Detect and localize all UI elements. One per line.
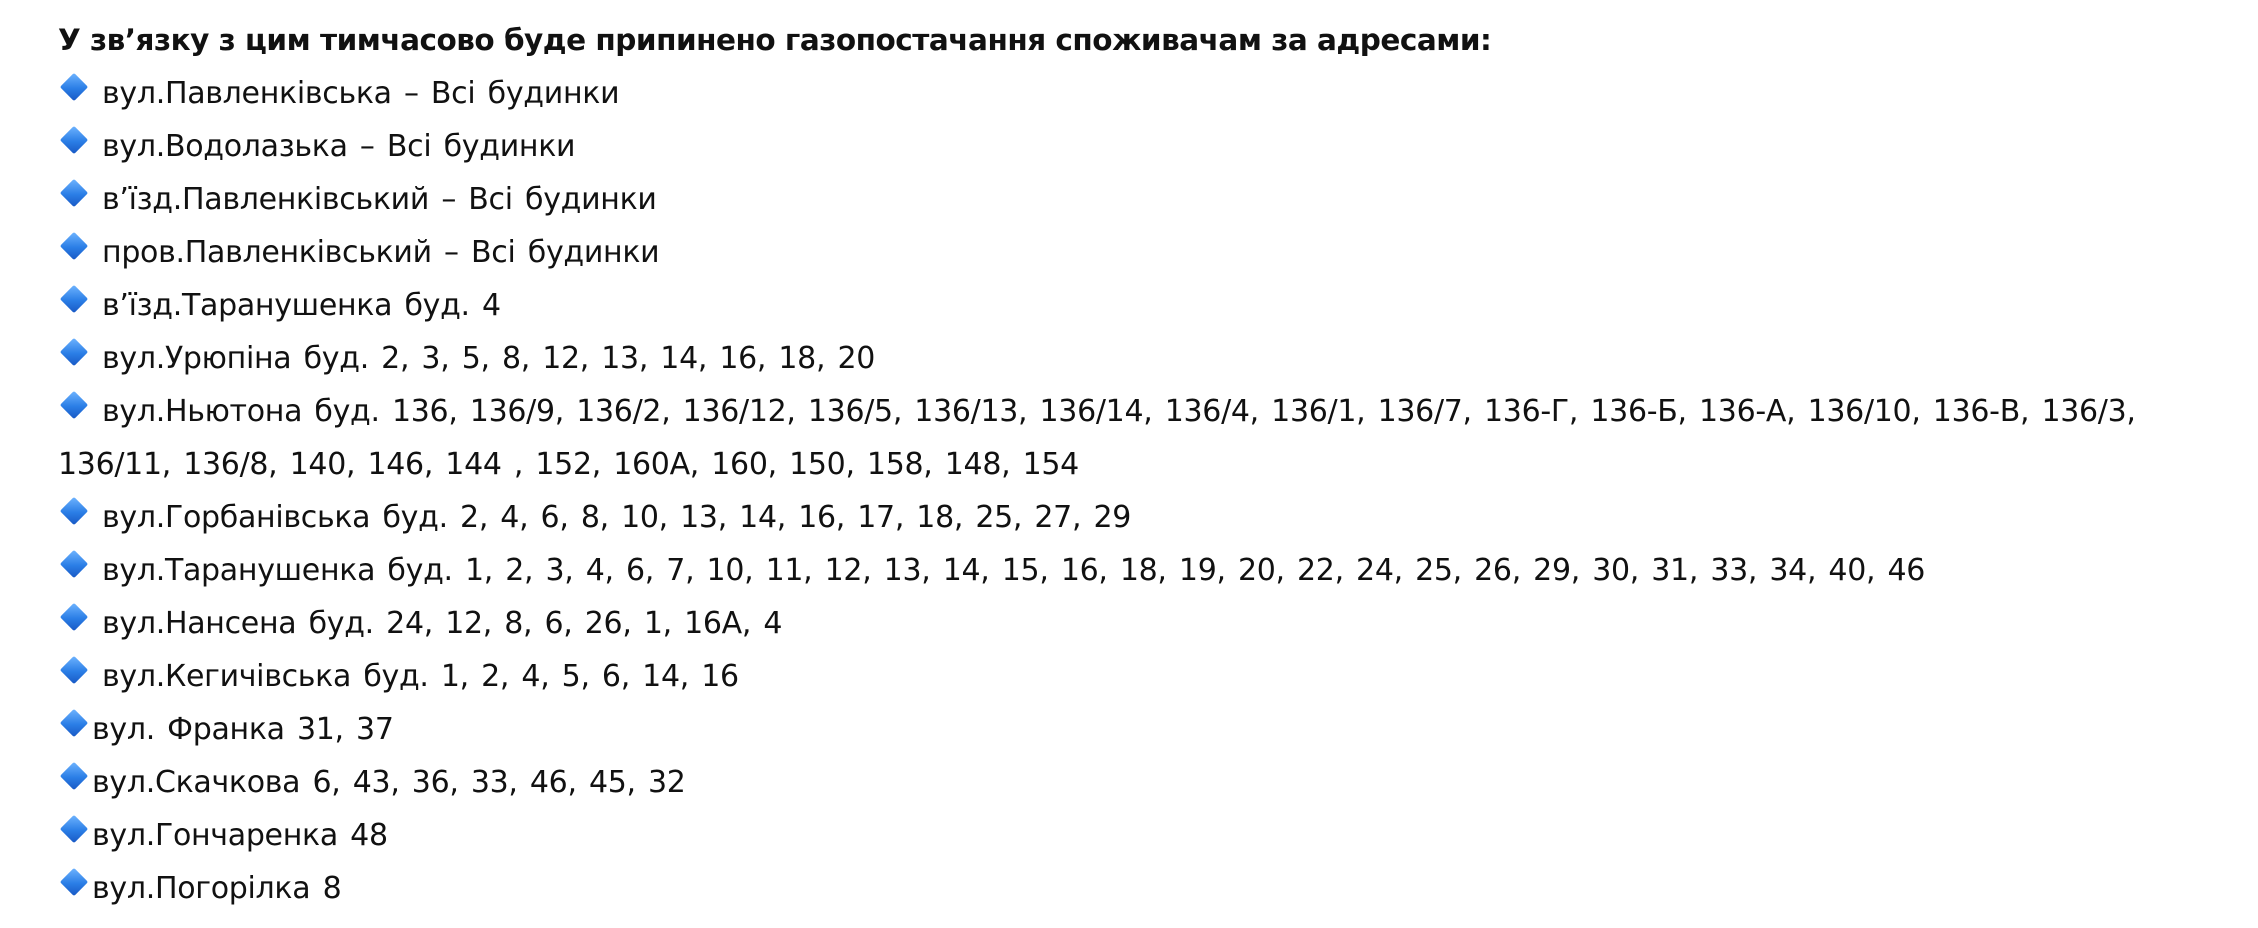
address-item bbox=[58, 332, 2238, 385]
address-text: вул.Погорілка 8 bbox=[92, 871, 342, 906]
blue-diamond-icon bbox=[60, 232, 88, 260]
notice-heading: У зв’язку з цим тимчасово буде припинено газопостачання споживачам за адресами: bbox=[58, 23, 1492, 57]
blue-diamond-icon bbox=[60, 338, 88, 366]
address-text: вул.Нансена буд. 24, 12, 8, 6, 26, 1, 16А, 4 bbox=[102, 606, 783, 641]
blue-diamond-icon bbox=[60, 285, 88, 313]
blue-diamond-icon bbox=[60, 656, 88, 684]
blue-diamond-icon bbox=[60, 497, 88, 525]
address-list bbox=[58, 67, 2238, 915]
address-text: вул.Таранушенка буд. 1, 2, 3, 4, 6, 7, 10, 11, 12, 13, 14, 15, 16, 18, 19, 20, 22, 24, 25, 26, 29, 30, 31, 33, 34, 40, 46 bbox=[102, 553, 1926, 588]
address-item bbox=[58, 650, 2238, 703]
address-text: пров.Павленківський – Всі будинки bbox=[102, 235, 660, 270]
address-item bbox=[58, 862, 2238, 915]
address-item bbox=[58, 173, 2238, 226]
blue-diamond-icon bbox=[60, 762, 88, 790]
address-item bbox=[58, 226, 2238, 279]
address-text: вул.Водолазька – Всі будинки bbox=[102, 129, 576, 164]
address-item bbox=[58, 385, 2238, 491]
address-item bbox=[58, 279, 2238, 332]
blue-diamond-icon bbox=[60, 709, 88, 737]
address-text: вул.Кегичівська буд. 1, 2, 4, 5, 6, 14, 16 bbox=[102, 659, 739, 694]
address-text: вул.Павленківська – Всі будинки bbox=[102, 76, 620, 111]
address-text: вул.Гончаренка 48 bbox=[92, 818, 388, 853]
blue-diamond-icon bbox=[60, 550, 88, 578]
address-text: вул.Ньютона буд. 136, 136/9, 136/2, 136/12, 136/5, 136/13, 136/14, 136/4, 136/1, 136/7, 136-Г, 136-Б, 136-А, 136/10, 136-В, 136/3, 136/11, 136/8, 140, 146, 144 , 152, 160А, 160, 150, 158, 148, 154 bbox=[58, 394, 2136, 482]
blue-diamond-icon bbox=[60, 179, 88, 207]
address-item bbox=[58, 703, 2238, 756]
address-text: вул.Горбанівська буд. 2, 4, 6, 8, 10, 13, 14, 16, 17, 18, 25, 27, 29 bbox=[102, 500, 1132, 535]
blue-diamond-icon bbox=[60, 868, 88, 896]
address-item bbox=[58, 120, 2238, 173]
address-item bbox=[58, 809, 2238, 862]
address-text: в’їзд.Павленківський – Всі будинки bbox=[102, 182, 657, 217]
address-item bbox=[58, 756, 2238, 809]
address-text: вул. Франка 31, 37 bbox=[92, 712, 394, 747]
address-text: вул.Скачкова 6, 43, 36, 33, 46, 45, 32 bbox=[92, 765, 686, 800]
blue-diamond-icon bbox=[60, 815, 88, 843]
blue-diamond-icon bbox=[60, 391, 88, 419]
address-text: в’їзд.Таранушенка буд. 4 bbox=[102, 288, 501, 323]
address-item bbox=[58, 544, 2238, 597]
blue-diamond-icon bbox=[60, 603, 88, 631]
address-item bbox=[58, 67, 2238, 120]
outage-notice bbox=[58, 14, 2238, 915]
blue-diamond-icon bbox=[60, 126, 88, 154]
address-item bbox=[58, 491, 2238, 544]
address-item bbox=[58, 597, 2238, 650]
blue-diamond-icon bbox=[60, 73, 88, 101]
address-text: вул.Урюпіна буд. 2, 3, 5, 8, 12, 13, 14, 16, 18, 20 bbox=[102, 341, 876, 376]
